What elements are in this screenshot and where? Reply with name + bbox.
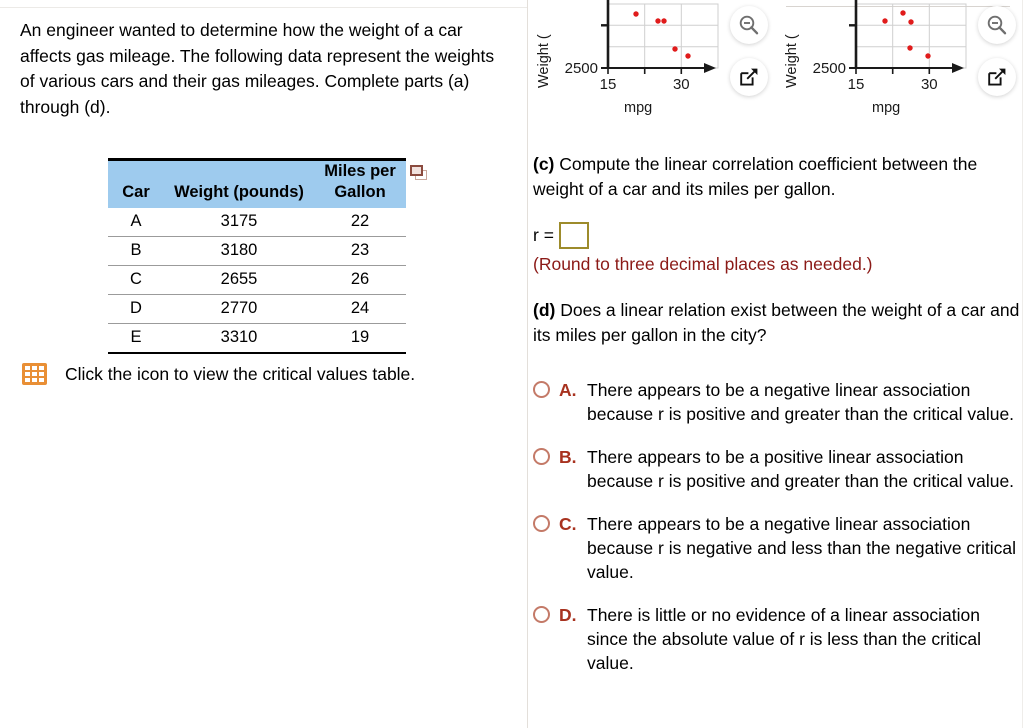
problem-statement: An engineer wanted to determine how the weight of a car affects gas mileage. The following data represent the weights of various cars and their gas mileages. Complete parts (a) through (d). bbox=[20, 20, 495, 117]
plot-1-zoom-out-button[interactable] bbox=[730, 6, 768, 44]
cell-weight: 3180 bbox=[164, 237, 314, 266]
plot-2-x-axis-label: mpg bbox=[872, 100, 901, 116]
cell-car: C bbox=[108, 266, 164, 295]
grid-table-icon[interactable] bbox=[22, 363, 47, 385]
cell-car: E bbox=[108, 324, 164, 354]
zoom-out-icon bbox=[986, 14, 1008, 36]
plot-1-xtick-30: 30 bbox=[672, 76, 690, 93]
cell-weight: 3175 bbox=[164, 208, 314, 237]
r-answer-row bbox=[533, 222, 589, 249]
cell-mpg: 22 bbox=[314, 208, 406, 237]
r-input[interactable] bbox=[559, 222, 589, 249]
part-c-label: (c) bbox=[533, 154, 555, 174]
part-d-choices bbox=[533, 378, 1023, 694]
plot-2-expand-button[interactable] bbox=[978, 58, 1016, 96]
plot-2-ytick-2500: 2500 bbox=[812, 60, 846, 77]
cell-car: B bbox=[108, 237, 164, 266]
cell-mpg: 19 bbox=[314, 324, 406, 354]
table-row bbox=[108, 324, 406, 354]
radio-a[interactable] bbox=[533, 381, 550, 398]
table-row bbox=[108, 266, 406, 295]
cell-weight: 3310 bbox=[164, 324, 314, 354]
plot-2-canvas bbox=[804, 0, 984, 96]
critical-values-text: Click the icon to view the critical values table. bbox=[65, 363, 416, 384]
choice-c-letter: C. bbox=[559, 514, 577, 534]
plot-2-xtick-15: 15 bbox=[847, 76, 865, 93]
plot-2-y-axis-label: Weight ( bbox=[784, 34, 800, 88]
plot-1-xtick-15: 15 bbox=[599, 76, 617, 93]
copy-icon-front-square bbox=[410, 165, 423, 176]
table-header-weight: Weight (pounds) bbox=[164, 161, 314, 208]
choice-d-text: There is little or no evidence of a linear association since the absolute value of r is less than the critical value. bbox=[587, 605, 981, 673]
part-c-text: Compute the linear correlation coefficient between the weight of a car and its miles per gallon. bbox=[533, 154, 978, 199]
part-c-question bbox=[533, 152, 1015, 201]
cell-mpg: 26 bbox=[314, 266, 406, 295]
radio-c[interactable] bbox=[533, 515, 550, 532]
plot-1-canvas bbox=[556, 0, 736, 96]
cell-mpg: 23 bbox=[314, 237, 406, 266]
expand-icon bbox=[738, 66, 760, 88]
cell-car: A bbox=[108, 208, 164, 237]
critical-values-row bbox=[22, 363, 415, 385]
scatter-plot-2 bbox=[776, 0, 1024, 132]
choice-a-text: There appears to be a negative linear association because r is positive and greater than the critical value. bbox=[587, 380, 1015, 424]
cell-weight: 2770 bbox=[164, 295, 314, 324]
plot-1-x-axis-label: mpg bbox=[624, 100, 653, 116]
zoom-out-icon bbox=[738, 14, 760, 36]
radio-b[interactable] bbox=[533, 448, 550, 465]
r-label: r = bbox=[533, 225, 554, 245]
table-row bbox=[108, 208, 406, 237]
right-panel bbox=[528, 0, 1024, 728]
choice-a[interactable] bbox=[533, 378, 1023, 426]
choice-c[interactable] bbox=[533, 512, 1023, 584]
radio-d[interactable] bbox=[533, 606, 550, 623]
cell-weight: 2655 bbox=[164, 266, 314, 295]
choice-a-letter: A. bbox=[559, 380, 577, 400]
choice-c-text: There appears to be a negative linear association because r is negative and less than the negative critical value. bbox=[587, 514, 1017, 582]
expand-icon bbox=[986, 66, 1008, 88]
copy-icon[interactable] bbox=[410, 165, 428, 181]
choice-d[interactable] bbox=[533, 603, 1023, 675]
choice-b-letter: B. bbox=[559, 447, 577, 467]
plot-2-zoom-out-button[interactable] bbox=[978, 6, 1016, 44]
part-d-question bbox=[533, 298, 1021, 347]
part-d-text: Does a linear relation exist between the weight of a car and its miles per gallon in the city? bbox=[533, 300, 1020, 345]
choice-b-text: There appears to be a positive linear association because r is positive and greater than the critical value. bbox=[587, 447, 1015, 491]
choice-d-letter: D. bbox=[559, 605, 577, 625]
table-header-mpg: Miles per Gallon bbox=[314, 161, 406, 208]
plot-2-xtick-30: 30 bbox=[920, 76, 938, 93]
plot-1-ytick-2500: 2500 bbox=[564, 60, 598, 77]
cell-car: D bbox=[108, 295, 164, 324]
part-d-label: (d) bbox=[533, 300, 556, 320]
car-data-table bbox=[108, 158, 406, 354]
table-row bbox=[108, 295, 406, 324]
rounding-note: (Round to three decimal places as needed.) bbox=[533, 254, 873, 274]
scatter-plot-1 bbox=[528, 0, 776, 132]
table-header-car: Car bbox=[108, 161, 164, 208]
table-row bbox=[108, 237, 406, 266]
choice-b[interactable] bbox=[533, 445, 1023, 493]
plot-1-expand-button[interactable] bbox=[730, 58, 768, 96]
scatter-plot-strip bbox=[528, 0, 1024, 132]
cell-mpg: 24 bbox=[314, 295, 406, 324]
plot-1-y-axis-label: Weight ( bbox=[536, 34, 552, 88]
